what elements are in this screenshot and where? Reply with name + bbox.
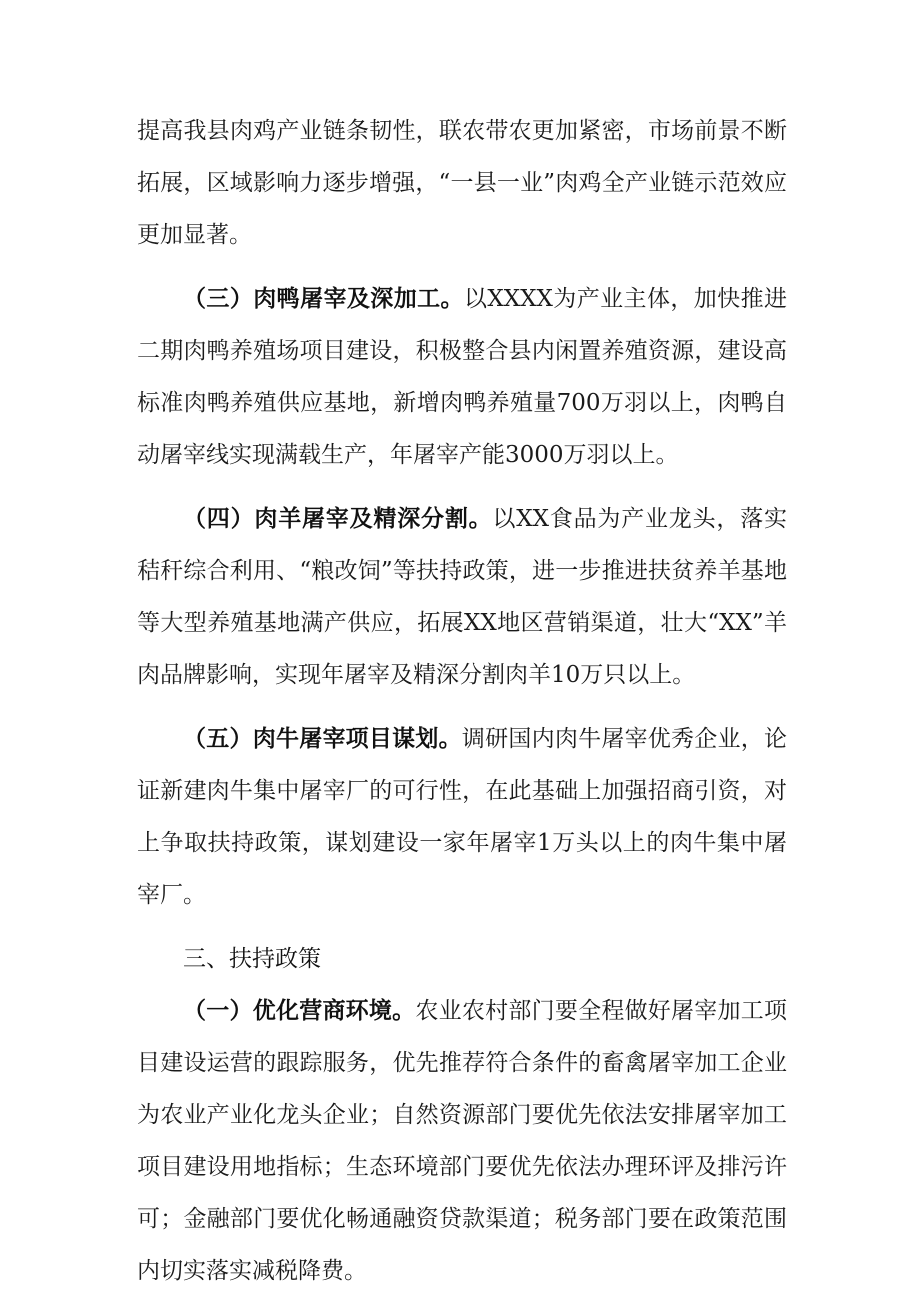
paragraph-text: 农业农村部门要全程做好屠宰加工项目建设运营的跟踪服务，优先推荐符合条件的畜禽屠宰加工企业为农业产业化龙头企业；自然资源部门要优先依法安排屠宰加工项目建设用地指标；生态环境部门要优先依法办理环评及排污许可；金融部门要优化畅通融资贷款渠道；税务部门要在政策范围内切实落实减税降费。 bbox=[137, 998, 788, 1284]
paragraph-cattle-project bbox=[137, 713, 787, 921]
paragraph-lead: （四）肉羊屠宰及精深分割。 bbox=[183, 506, 493, 532]
paragraph-text: 调研国内肉牛屠宰优秀企业，论证新建肉牛集中屠宰厂的可行性，在此基础上加强招商引资，对上争取扶持政策，谋划建设一家年屠宰1万头以上的肉牛集中屠宰厂。 bbox=[137, 726, 788, 908]
paragraph-text: 以XX食品为产业龙头，落实秸秆综合利用、“粮改饲”等扶持政策，进一步推进扶贫养羊基地等大型养殖基地满产供应，拓展XX地区营销渠道，壮大“XX”羊肉品牌影响，实现年屠宰及精深分割肉羊10万只以上。 bbox=[137, 506, 788, 688]
paragraph-sheep-processing bbox=[137, 493, 787, 701]
paragraph-lead: （五）肉牛屠宰项目谋划。 bbox=[183, 726, 462, 752]
paragraph-text: 提高我县肉鸡产业链条韧性，联农带农更加紧密，市场前景不断拓展，区域影响力逐步增强，“一县一业”肉鸡全产业链示范效应更加显著。 bbox=[137, 118, 787, 248]
paragraph-business-environment bbox=[137, 985, 787, 1297]
document-body bbox=[137, 105, 787, 1297]
paragraph-lead: （三）肉鸭屠宰及深加工。 bbox=[183, 286, 464, 312]
paragraph-broiler-chain bbox=[137, 105, 787, 261]
section-heading: 三、扶持政策 bbox=[183, 946, 321, 972]
paragraph-lead: （一）优化营商环境。 bbox=[183, 998, 416, 1024]
paragraph-text: 以XXXX为产业主体，加快推进二期肉鸭养殖场项目建设，积极整合县内闲置养殖资源，建设高标准肉鸭养殖供应基地，新增肉鸭养殖量700万羽以上，肉鸭自动屠宰线实现满载生产，年屠宰产能3000万羽以上。 bbox=[137, 286, 788, 468]
paragraph-duck-processing bbox=[137, 273, 787, 481]
